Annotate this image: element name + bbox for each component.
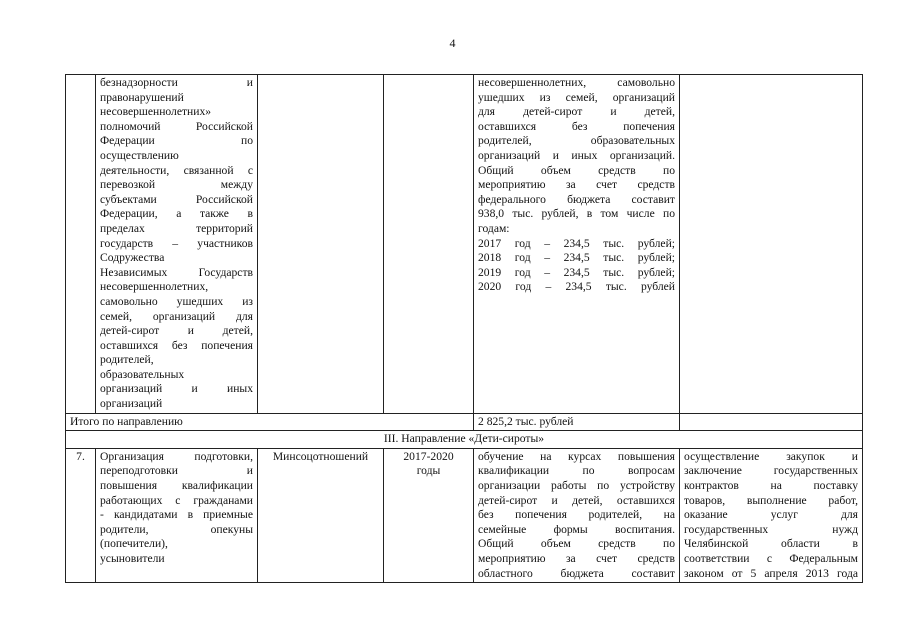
text-line: оказание услуг для <box>684 508 858 522</box>
text-line: законом от 5 апреля 2013 года <box>684 566 858 580</box>
text-line: родителей, <box>100 353 154 367</box>
text-line: Независимых Государств <box>100 265 253 279</box>
text-line: оставшихся без попечения <box>100 338 253 352</box>
text-line: родители, опекуны <box>100 522 253 536</box>
text-line: полномочий Российской <box>100 119 253 133</box>
text-line: самовольно ушедших из <box>100 294 253 308</box>
text-line: без попечения родителей, на <box>478 508 675 522</box>
text-line: организации работы по устройству <box>478 479 675 493</box>
text-line: 2019 год – 234,5 тыс. рублей; <box>478 265 675 279</box>
cell-note <box>680 75 863 414</box>
text-line: Федерации по <box>100 134 253 148</box>
total-empty-cell <box>680 413 863 431</box>
text-line: несовершеннолетних» <box>100 105 212 119</box>
text-line: безнадзорности и <box>100 76 253 89</box>
cell-measure <box>96 448 258 582</box>
text-line: Общий объем средств по <box>478 537 675 551</box>
text-line: - кандидатами в приемные <box>100 508 253 522</box>
page-number: 4 <box>449 36 456 50</box>
text-line: деятельности, связанной с <box>100 163 253 177</box>
cell-number <box>66 75 96 414</box>
text-line: образовательных <box>100 367 185 381</box>
cell-result <box>474 448 680 582</box>
cell-measure <box>96 75 258 414</box>
text-line: Челябинской области в <box>684 537 858 551</box>
text-line: субъектами Российской <box>100 192 253 206</box>
text-line: организаций и иных организаций. <box>478 148 675 162</box>
text-line: семейные формы воспитания. <box>478 522 675 536</box>
text-line: квалификации по вопросам <box>478 464 675 478</box>
text-line: пределах территорий <box>100 221 253 235</box>
text-line: 2017-2020 <box>403 449 454 463</box>
text-line: областного бюджета составит <box>478 566 675 580</box>
text-line: детей-сирот и детей, <box>100 324 253 338</box>
text-line: федерального бюджета составит <box>478 192 675 206</box>
text-line: обучение на курсах повышения <box>478 449 675 463</box>
cell-period <box>384 448 474 582</box>
text-line: товаров, выполнение работ, <box>684 493 858 507</box>
text-line: родителей, образовательных <box>478 134 675 148</box>
text-line: (попечители), <box>100 537 168 551</box>
measures-table <box>65 74 863 583</box>
cell-executor <box>258 75 384 414</box>
table-row-7 <box>66 448 863 582</box>
text-line: мероприятию за счет средств <box>478 552 675 565</box>
text-line: организаций <box>100 397 163 411</box>
cell-period <box>384 75 474 414</box>
text-line: Федерации, а также в <box>100 207 253 221</box>
cell-result <box>474 75 680 414</box>
table-row-continuation <box>66 75 863 414</box>
text-line: перевозкой между <box>100 178 253 192</box>
text-line: годам: <box>478 221 510 235</box>
text-line: 2020 год – 234,5 тыс. рублей <box>478 280 675 294</box>
text-line: правонарушений <box>100 90 184 104</box>
text-line: мероприятию за счет средств <box>478 178 675 192</box>
text-line: осуществление закупок и <box>684 449 858 463</box>
table-row-total <box>66 413 863 431</box>
text-line: для детей-сирот и детей, <box>478 105 675 119</box>
text-line: ушедших из семей, организаций <box>478 90 675 104</box>
cell-executor: Минсоцотношений <box>258 448 384 582</box>
total-amount: 2 825,2 тыс. рублей <box>474 413 680 431</box>
text-line: усыновители <box>100 552 165 565</box>
section-header: III. Направление «Дети-сироты» <box>66 431 863 449</box>
text-line: Общий объем средств по <box>478 163 675 177</box>
text-line: повышения квалификации <box>100 479 253 493</box>
text-line: детей-сирот и детей, оставшихся <box>478 493 675 507</box>
cell-note <box>680 448 863 582</box>
text-line: государственных нужд <box>684 522 858 536</box>
text-line: переподготовки и <box>100 464 253 478</box>
text-line: несовершеннолетних, <box>100 280 209 294</box>
text-line: 2018 год – 234,5 тыс. рублей; <box>478 251 675 265</box>
text-line: соответствии с Федеральным <box>684 552 858 565</box>
text-line: организаций и иных <box>100 382 253 396</box>
table-row-section <box>66 431 863 449</box>
text-line: годы <box>416 464 441 478</box>
text-line: несовершеннолетних, самовольно <box>478 76 675 89</box>
row-number: 7. <box>66 448 96 582</box>
text-line: 2017 год – 234,5 тыс. рублей; <box>478 236 675 250</box>
text-line: осуществлению <box>100 148 179 162</box>
text-line: работающих с гражданами <box>100 493 253 507</box>
text-line: 938,0 тыс. рублей, в том числе по <box>478 207 675 221</box>
text-line: семей, организаций для <box>100 309 253 323</box>
text-line: оставшихся без попечения <box>478 119 675 133</box>
text-line: государств – участников <box>100 236 253 250</box>
text-line: заключение государственных <box>684 464 858 478</box>
text-line: Содружества <box>100 251 165 265</box>
text-line: контрактов на поставку <box>684 479 858 493</box>
text-line: Организация подготовки, <box>100 449 253 463</box>
total-label: Итого по направлению <box>66 413 474 431</box>
